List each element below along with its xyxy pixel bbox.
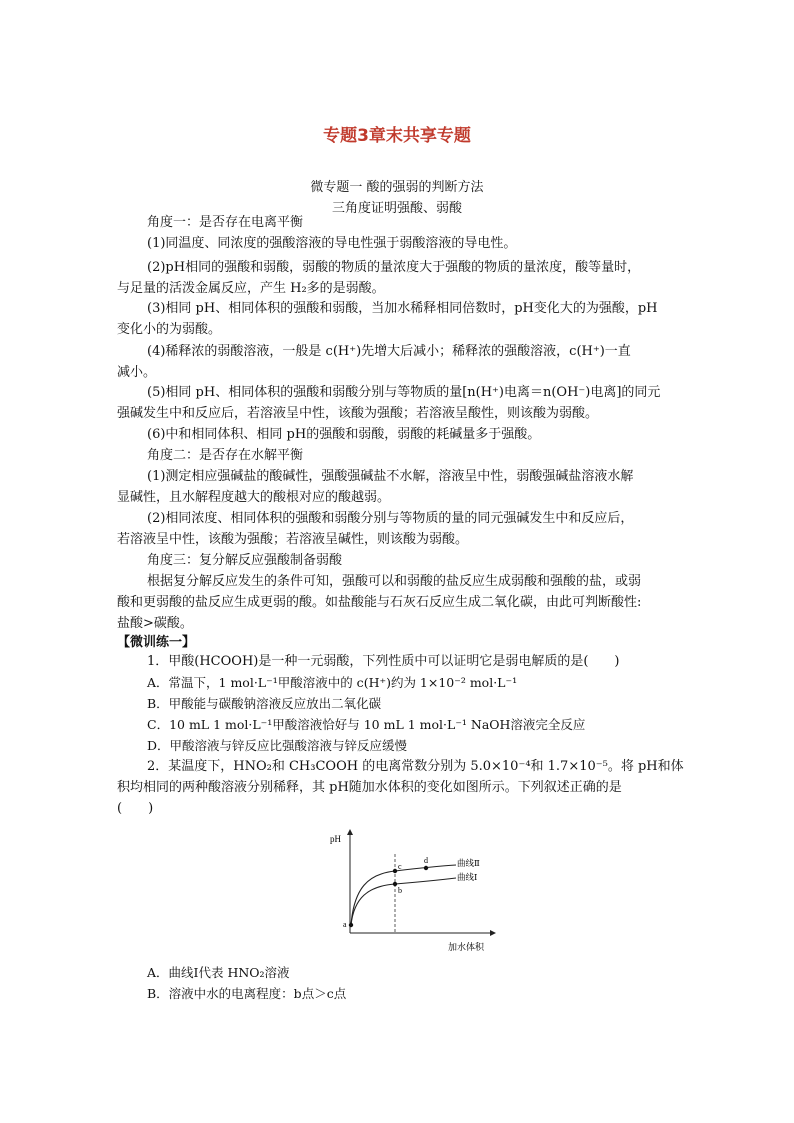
x-axis-label: 加水体积 bbox=[448, 942, 485, 952]
angle2-p2a: (2)相同浓度、相同体积的强酸和弱酸分别与等物质的量的同元强碱发生中和反应后， bbox=[147, 511, 634, 526]
angle1-p4b: 减小。 bbox=[117, 365, 157, 380]
angle1-p5b: 强碱发生中和反应后，若溶液呈中性，该酸为强酸；若溶液呈酸性，则该酸为弱酸。 bbox=[117, 406, 599, 421]
point-d-label: d bbox=[424, 856, 428, 865]
question-1-option-c: C．10 mL 1 mol·L⁻¹甲酸溶液恰好与 10 mL 1 mol·L⁻¹ NaOH溶液完全反应 bbox=[147, 717, 586, 732]
point-c-label: c bbox=[398, 862, 402, 871]
angle1-p2a: (2)pH相同的强酸和弱酸，弱酸的物质的量浓度大于强酸的物质的量浓度，酸等量时， bbox=[147, 260, 641, 275]
point-b-marker bbox=[393, 882, 397, 886]
angle2-heading: 角度二：是否存在水解平衡 bbox=[147, 448, 304, 463]
angle3-p1a: 根据复分解反应发生的条件可知，强酸可以和弱酸的盐反应生成弱酸和强酸的盐，或弱 bbox=[147, 574, 642, 589]
angle1-p4a: (4)稀释浓的弱酸溶液，一般是 c(H⁺)先增大后减小；稀释浓的强酸溶液，c(H⁺)一直 bbox=[147, 344, 631, 359]
question-2-line-3: ( ) bbox=[117, 801, 154, 816]
point-a-label: a bbox=[343, 920, 347, 929]
section-subtitle: 微专题一 酸的强弱的判断方法 bbox=[310, 180, 484, 195]
question-2-option-b: B．溶液中水的电离程度：b点＞c点 bbox=[147, 986, 347, 1001]
y-axis-label: pH bbox=[330, 834, 341, 844]
angle1-p3a: (3)相同 pH、相同体积的强酸和弱酸，当加水稀释相同倍数时，pH变化大的为强酸，pH bbox=[147, 301, 658, 316]
question-1-option-a: A．常温下，1 mol·L⁻¹甲酸溶液中的 c(H⁺)约为 1×10⁻² mol·L⁻¹ bbox=[147, 675, 518, 690]
question-1-option-b: B．甲酸能与碳酸钠溶液反应放出二氧化碳 bbox=[147, 696, 382, 711]
question-2-line-1: 2．某温度下，HNO₂和 CH₃COOH 的电离常数分别为 5.0×10⁻⁴和 1.7×10⁻⁵。将 pH和体 bbox=[147, 759, 684, 774]
practice-heading: 【微训练一】 bbox=[117, 635, 196, 650]
angle2-p2b: 若溶液呈中性，该酸为强酸；若溶液呈碱性，则该酸为弱酸。 bbox=[117, 532, 469, 547]
curve-2 bbox=[351, 865, 456, 925]
angle1-p3b: 变化小的为弱酸。 bbox=[117, 322, 222, 337]
angle2-p1a: (1)测定相应强碱盐的酸碱性，强酸强碱盐不水解，溶液呈中性，弱酸强碱盐溶液水解 bbox=[147, 469, 634, 484]
point-b-label: b bbox=[398, 886, 402, 895]
angle1-p5a: (5)相同 pH、相同体积的强酸和弱酸分别与等物质的量[n(H⁺)电离＝n(OH⁻)电离]的同元 bbox=[147, 385, 661, 400]
point-c-marker bbox=[393, 869, 397, 873]
point-a-marker bbox=[349, 923, 353, 927]
angle2-p1b: 显碱性，且水解程度越大的酸根对应的酸越弱。 bbox=[117, 490, 391, 505]
page-title: 专题3章末共享专题 bbox=[323, 126, 471, 146]
question-1-option-d: D．甲酸溶液与锌反应比强酸溶液与锌反应缓慢 bbox=[147, 738, 408, 753]
angle3-p1b: 酸和更弱酸的盐反应生成更弱的酸。如盐酸能与石灰石反应生成二氧化碳，由此可判断酸性: bbox=[117, 595, 642, 610]
section-subtitle-2: 三角度证明强酸、弱酸 bbox=[331, 201, 462, 216]
ph-dilution-figure bbox=[330, 828, 500, 956]
angle3-heading: 角度三：复分解反应强酸制备弱酸 bbox=[147, 553, 343, 568]
question-2-option-a: A．曲线Ⅰ代表 HNO₂溶液 bbox=[147, 965, 290, 980]
curve-2-label: 曲线Ⅱ bbox=[457, 858, 480, 868]
angle3-p1c: 盐酸>碳酸。 bbox=[117, 616, 193, 631]
curve-1 bbox=[351, 878, 456, 925]
curve-1-label: 曲线Ⅰ bbox=[457, 872, 478, 882]
angle1-heading: 角度一：是否存在电离平衡 bbox=[147, 215, 304, 230]
question-1: 1．甲酸(HCOOH)是一种一元弱酸，下列性质中可以证明它是弱电解质的是( ) bbox=[147, 654, 620, 669]
question-2-line-2: 积均相同的两种酸溶液分别稀释，其 pH随加水体积的变化如图所示。下列叙述正确的是 bbox=[117, 780, 622, 795]
angle1-p6: (6)中和相同体积、相同 pH的强酸和弱酸，弱酸的耗碱量多于强酸。 bbox=[147, 427, 541, 442]
point-d-marker bbox=[424, 866, 428, 870]
angle1-p1: (1)同温度、同浓度的强酸溶液的导电性强于弱酸溶液的导电性。 bbox=[147, 236, 517, 251]
angle1-p2b: 与足量的活泼金属反应，产生 H₂多的是弱酸。 bbox=[117, 281, 385, 296]
